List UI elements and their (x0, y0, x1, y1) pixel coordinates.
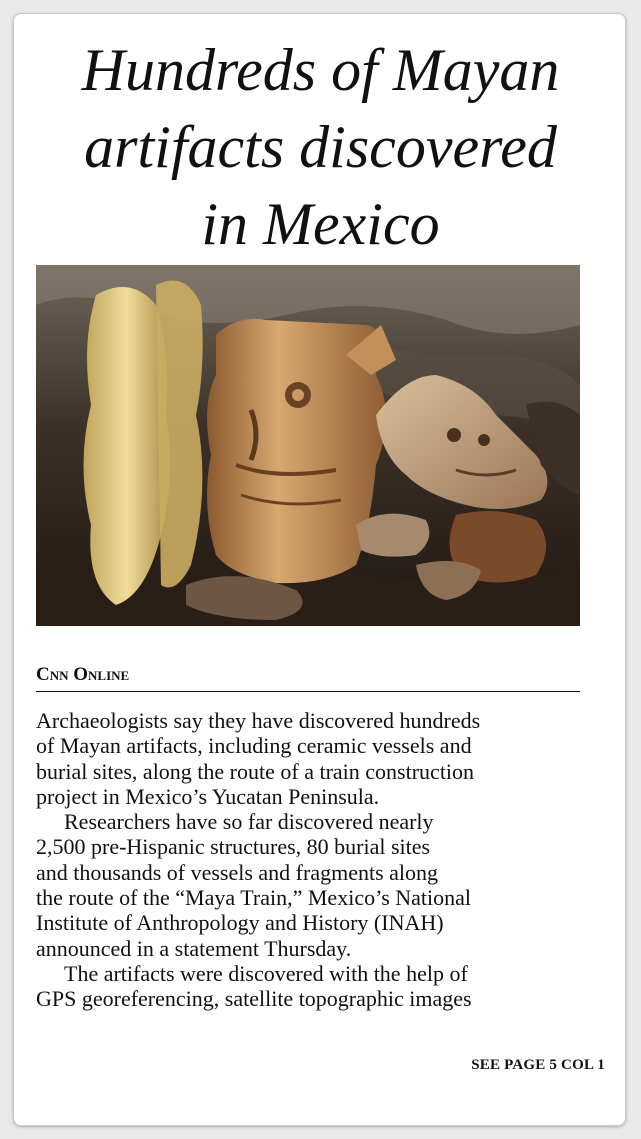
body-line: and thousands of vessels and fragments along (36, 859, 439, 885)
body-line: GPS georeferencing, satellite topographic images (36, 986, 472, 1012)
body-line: the route of the “Maya Train,” Mexico’s National (36, 885, 472, 911)
body-line: 2,500 pre-Hispanic structures, 80 burial sites (36, 834, 431, 860)
body-line: Archaeologists say they have discovered hundreds (36, 708, 481, 733)
body-line: Researchers have so far discovered nearly (64, 809, 434, 835)
headline (20, 32, 621, 263)
body-line: announced in a statement Thursday. (36, 935, 352, 961)
body-line: of Mayan artifacts, including ceramic vessels and (36, 733, 472, 759)
continuation-jump: SEE PAGE 5 COL 1 (471, 1057, 605, 1073)
body-line: burial sites, along the route of a train construction (36, 758, 475, 784)
source-byline: Cnn Online (36, 664, 580, 692)
article-body (36, 708, 586, 1012)
headline-line: in Mexico (201, 191, 440, 257)
body-line: The artifacts were discovered with the help of (64, 960, 468, 986)
article-photo (36, 265, 580, 626)
headline-line: Hundreds of Mayan (81, 37, 560, 103)
body-line: Institute of Anthropology and History (INAH) (36, 910, 444, 936)
headline-line: artifacts discovered (84, 114, 557, 180)
body-line: project in Mexico’s Yucatan Peninsula. (36, 783, 380, 809)
